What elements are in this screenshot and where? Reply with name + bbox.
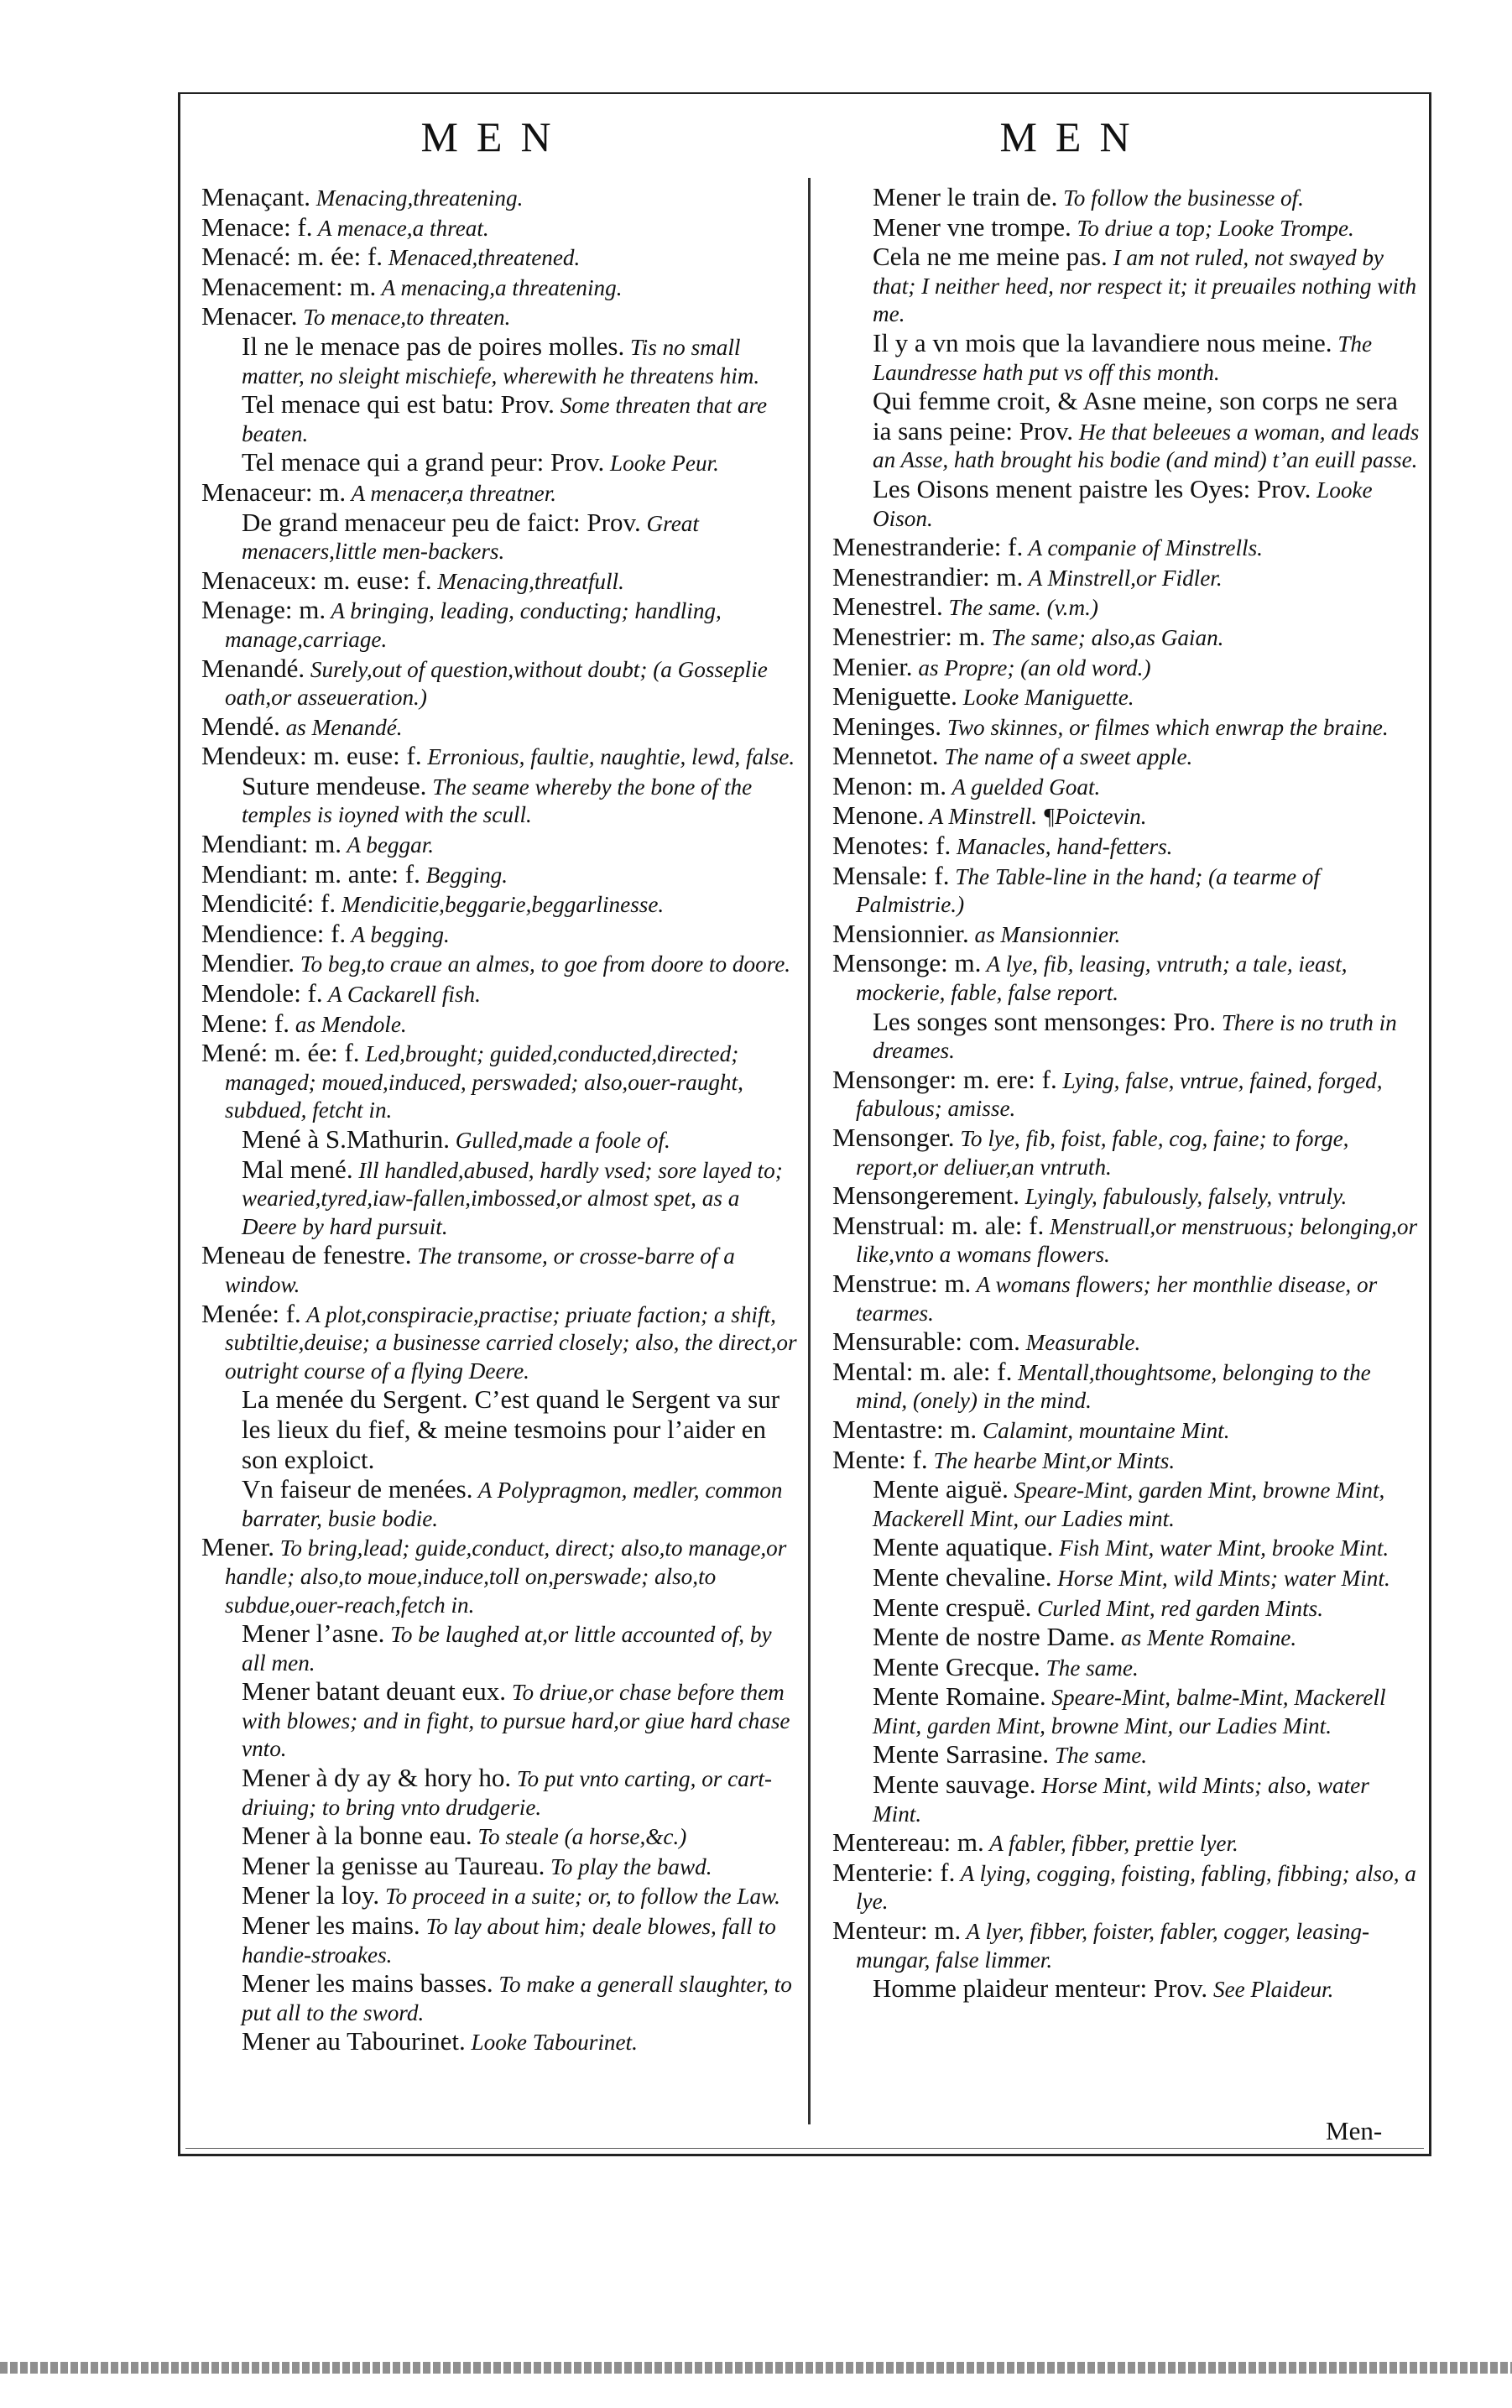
dictionary-entry <box>832 242 1420 329</box>
dictionary-entry <box>832 1269 1420 1327</box>
entry-gloss: To lay about him; deale blowes, fall to handie-stroakes. <box>242 1914 776 1968</box>
entry-headword: Mente sauvage. <box>873 1770 1036 1800</box>
entry-headword: Mendier. <box>201 948 295 978</box>
entry-gloss: A menace,a threat. <box>312 215 489 241</box>
entry-gloss: To lye, fib, foist, fable, cog, faine; to forge, report,or deliuer,an vntruth. <box>856 1126 1349 1180</box>
entry-gloss: Two skinnes, or filmes which enwrap the braine. <box>941 714 1389 740</box>
entry-gloss: To bring,lead; guide,conduct, direct; also,to manage,or handle; also,to moue,induce,toll on,perswade; also,to subdue,ouer-reach,fetch in. <box>225 1535 787 1618</box>
entry-gloss: Measurable. <box>1019 1330 1141 1356</box>
entry-gloss: Ill handled,abused, hardly vsed; sore layed to; wearied,tyred,iaw-fallen,imbossed,or almost spet, as a Deere by hard pursuit. <box>242 1157 783 1239</box>
entry-gloss: A plot,conspiracie,practise; priuate faction; a shift, subtiltie,deuise; a businesse carried closely; also, the direct,or outright course of a flying Deere. <box>225 1301 797 1384</box>
dictionary-entry <box>832 1770 1420 1828</box>
entry-gloss: To be laughed at,or little accounted of, by all men. <box>242 1622 772 1676</box>
entry-headword: Menestrandier: m. <box>832 561 1024 592</box>
entry-headword: De grand menaceur peu de faict: Prov. <box>242 507 641 537</box>
entry-headword: Les Oisons menent paistre les Oyes: Prov. <box>873 473 1311 503</box>
entry-headword: Mennetot. <box>832 741 939 771</box>
dictionary-entry <box>201 1677 797 1764</box>
entry-gloss: Looke Oison. <box>873 477 1373 531</box>
entry-gloss: The Laundresse hath put vs off this month. <box>873 331 1373 385</box>
entry-gloss: Manacles, hand-fetters. <box>951 834 1173 860</box>
dictionary-entry <box>832 1593 1420 1624</box>
dictionary-entry <box>832 653 1420 683</box>
dictionary-entry <box>832 949 1420 1007</box>
entry-headword: Menestranderie: f. <box>832 532 1024 562</box>
entry-headword: Menaceux: m. euse: f. <box>201 565 432 595</box>
entry-headword: Tel menace qui a grand peur: Prov. <box>242 447 605 477</box>
entry-gloss: The hearbe Mint,or Mints. <box>927 1447 1176 1473</box>
entry-headword: Mener la genisse au Taureau. <box>242 1850 545 1880</box>
entry-headword: Menestrier: m. <box>832 621 986 651</box>
entry-headword: Mente: f. <box>832 1444 928 1474</box>
entry-gloss: as Mendole. <box>289 1011 407 1037</box>
dictionary-entry <box>832 1008 1420 1066</box>
entry-headword: Mener l’asne. <box>242 1618 385 1649</box>
dictionary-entry <box>201 508 797 566</box>
entry-gloss: A begging. <box>346 921 450 947</box>
dictionary-entry <box>201 478 797 508</box>
entry-gloss: Menacing,threatfull. <box>431 568 624 594</box>
dictionary-entry <box>201 1822 797 1852</box>
entry-gloss: The name of a sweet apple. <box>938 744 1193 770</box>
entry-headword: Mener batant deuant eux. <box>242 1676 507 1707</box>
entry-headword: Menace: f. <box>201 211 313 242</box>
entry-gloss: A Minstrell. ¶Poictevin. <box>924 804 1147 830</box>
dictionary-entry <box>201 1475 797 1533</box>
entry-gloss: as Propre; (an old word.) <box>912 654 1151 680</box>
dictionary-entry <box>832 1123 1420 1181</box>
entry-gloss: A Minstrell,or Fidler. <box>1023 565 1223 591</box>
entry-gloss: A guelded Goat. <box>946 774 1101 800</box>
entry-headword: Menacé: m. ée: f. <box>201 242 383 272</box>
dictionary-entry <box>832 1212 1420 1269</box>
entry-gloss: The transome, or crosse-barre of a window. <box>225 1243 735 1297</box>
dictionary-entry <box>832 1858 1420 1916</box>
entry-headword: Menage: m. <box>201 595 326 625</box>
dictionary-entry <box>201 830 797 860</box>
entry-headword: Mensonge: m. <box>832 948 982 978</box>
entry-gloss: Begging. <box>420 862 508 888</box>
dictionary-entry <box>201 1911 797 1969</box>
dictionary-entry <box>201 860 797 890</box>
dictionary-entry <box>201 273 797 303</box>
dictionary-entry <box>201 772 797 830</box>
dictionary-entry <box>201 1533 797 1619</box>
entry-gloss: A womans flowers; her monthlie disease, or tearmes. <box>856 1271 1378 1326</box>
entry-headword: Mensonger: m. ere: f. <box>832 1064 1057 1094</box>
dictionary-entry <box>832 1066 1420 1123</box>
entry-headword: Mente Sarrasine. <box>873 1739 1050 1770</box>
entry-headword: Mener les mains basses. <box>242 1968 493 1999</box>
dictionary-entry <box>201 596 797 654</box>
dictionary-entry <box>201 949 797 979</box>
entry-headword: Mener au Tabourinet. <box>242 2026 466 2056</box>
dictionary-entry <box>832 862 1420 920</box>
dictionary-entry <box>201 1039 797 1125</box>
entry-gloss: Curled Mint, red garden Mints. <box>1031 1595 1323 1621</box>
dictionary-entry <box>201 979 797 1009</box>
dictionary-entry <box>201 1764 797 1822</box>
column-divider <box>808 178 811 2124</box>
entry-headword: Menandé. <box>201 653 305 683</box>
entry-headword: Mente de nostre Dame. <box>873 1622 1116 1652</box>
entry-headword: Mendeux: m. euse: f. <box>201 741 422 771</box>
dictionary-entry <box>832 533 1420 563</box>
entry-gloss: To driue a top; Looke Trompe. <box>1071 215 1354 241</box>
entry-gloss: A Cackarell fish. <box>322 982 481 1008</box>
dictionary-entry <box>832 1916 1420 1974</box>
dictionary-entry <box>832 772 1420 802</box>
entry-gloss: Some threaten that are beaten. <box>242 393 768 446</box>
dictionary-entry <box>832 183 1420 213</box>
entry-headword: Mendiant: m. ante: f. <box>201 858 420 889</box>
entry-headword: Menstrual: m. ale: f. <box>832 1210 1045 1240</box>
dictionary-entry <box>832 213 1420 243</box>
entry-gloss: A Polypragmon, medler, common barrater, busie bodie. <box>242 1478 783 1531</box>
entry-gloss: A lying, cogging, foisting, fabling, fibbing; also, a lye. <box>856 1860 1416 1915</box>
dictionary-entry <box>201 1009 797 1040</box>
entry-gloss: Lying, false, vntrue, fained, forged, fabulous; amisse. <box>856 1067 1383 1122</box>
dictionary-entry <box>832 475 1420 533</box>
entry-headword: Mentereau: m. <box>832 1827 984 1858</box>
entry-gloss: as Menandé. <box>279 714 403 740</box>
dictionary-entry <box>201 1300 797 1386</box>
entry-gloss: Menstruall,or menstruous; belonging,or like,vnto a womans flowers. <box>856 1213 1418 1268</box>
dictionary-entry <box>201 1385 797 1475</box>
entry-gloss: A bringing, leading, conducting; handling, manage,carriage. <box>225 598 722 652</box>
entry-gloss: Led,brought; guided,conducted,directed; managed; moued,induced, perswaded; also,ouer-raught, subdued, fetcht in. <box>225 1041 743 1123</box>
entry-headword: Mensonger. <box>832 1123 955 1152</box>
entry-headword: Menaçant. <box>201 183 310 211</box>
entry-headword: Mener à la bonne eau. <box>242 1821 472 1851</box>
entry-headword: Mente Grecque. <box>873 1651 1040 1681</box>
entry-gloss: A companie of Minstrells. <box>1023 535 1263 561</box>
entry-gloss: as Mente Romaine. <box>1115 1625 1297 1651</box>
entry-headword: Mené à S.Mathurin. <box>242 1124 450 1154</box>
dictionary-entry <box>832 1446 1420 1476</box>
entry-headword: Mener le train de. <box>873 183 1058 211</box>
entry-gloss: A lye, fib, leasing, vntruth; a tale, ieast, mockerie, fable, false report. <box>856 951 1348 1006</box>
entry-headword: Menacer. <box>201 301 298 331</box>
entry-gloss: as Mansionnier. <box>968 921 1121 947</box>
dictionary-entry <box>832 1475 1420 1533</box>
entry-gloss: To proceed in a suite; or, to follow the Law. <box>379 1884 780 1910</box>
entry-headword: Mental: m. ale: f. <box>832 1356 1013 1386</box>
dictionary-entry <box>201 1969 797 2027</box>
entry-headword: Mendiant: m. <box>201 829 342 859</box>
dictionary-entry <box>832 1974 1420 2004</box>
entry-gloss: A menacer,a threatner. <box>346 480 557 506</box>
entry-gloss: Calamint, mountaine Mint. <box>977 1417 1230 1443</box>
dictionary-entry <box>832 1415 1420 1446</box>
dictionary-entry <box>201 2027 797 2057</box>
dictionary-entry <box>201 1881 797 1911</box>
dictionary-entry <box>832 387 1420 475</box>
footer-rule <box>0 2362 1512 2374</box>
entry-headword: Mendé. <box>201 711 280 741</box>
entry-headword: Menon: m. <box>832 770 947 800</box>
entry-headword: Mendicité: f. <box>201 889 336 919</box>
entry-gloss: Menaced,threatened. <box>383 245 581 271</box>
entry-gloss: I am not ruled, not swayed by that; I neither heed, nor respect it; it preuailes nothing with me. <box>873 245 1417 327</box>
entry-gloss: The Table-line in the hand; (a tearme of Palmistrie.) <box>856 863 1320 918</box>
dictionary-entry <box>201 920 797 950</box>
right-column <box>832 183 1420 2138</box>
entry-headword: Meneau de fenestre. <box>201 1240 412 1270</box>
entry-gloss: Looke Tabourinet. <box>465 2030 638 2056</box>
dictionary-entry <box>832 1653 1420 1683</box>
entry-headword: Menaceur: m. <box>201 477 347 507</box>
entry-headword: Mente Romaine. <box>873 1681 1046 1712</box>
entry-gloss: To beg,to craue an almes, to goe from doore to doore. <box>295 951 791 977</box>
dictionary-entry <box>201 712 797 743</box>
entry-gloss: There is no truth in dreames. <box>873 1009 1397 1064</box>
entry-headword: Menestrel. <box>832 592 943 622</box>
entry-headword: Mener les mains. <box>242 1910 420 1941</box>
entry-headword: Il y a vn mois que la lavandiere nous meine. <box>873 327 1332 357</box>
entry-headword: Mal mené. <box>242 1154 353 1184</box>
entry-gloss: The same. <box>1049 1743 1148 1769</box>
dictionary-entry <box>201 1125 797 1155</box>
entry-gloss: Mentall,thoughtsome, belonging to the mind, (onely) in the mind. <box>856 1359 1371 1414</box>
entry-headword: Mene: f. <box>201 1008 290 1038</box>
entry-headword: Mensionnier. <box>832 918 969 948</box>
running-head-right: MEN <box>999 113 1149 160</box>
entry-headword: Homme plaideur menteur: Prov. <box>873 1973 1208 2004</box>
entry-headword: Qui femme croit, & Asne meine, son corps ne sera ia sans peine: Prov. <box>873 386 1398 446</box>
dictionary-entry <box>201 390 797 448</box>
entry-headword: Menotes: f. <box>832 831 952 861</box>
dictionary-entry <box>201 213 797 243</box>
entry-headword: Vn faiseur de menées. <box>242 1474 473 1504</box>
entry-headword: Mente aiguë. <box>873 1474 1009 1504</box>
entry-gloss: To put vnto carting, or cart-driuing; to bring vnto drudgerie. <box>242 1766 773 1820</box>
entry-gloss: Lyingly, fabulously, falsely, vntruly. <box>1019 1184 1348 1210</box>
entry-headword: Il ne le menace pas de poires molles. <box>242 331 625 361</box>
entry-headword: Meninges. <box>832 711 942 741</box>
entry-headword: Mensurable: com. <box>832 1326 1020 1357</box>
entry-gloss: The seame whereby the bone of the temples is ioyned with the scull. <box>242 774 753 828</box>
entry-gloss: See Plaideur. <box>1207 1977 1334 2003</box>
dictionary-entry <box>201 654 797 712</box>
entry-headword: Les songes sont mensonges: Pro. <box>873 1006 1217 1036</box>
entry-gloss: Looke Maniguette. <box>957 685 1134 711</box>
dictionary-entry <box>832 831 1420 862</box>
dictionary-entry <box>201 1619 797 1677</box>
running-head-left: MEN <box>420 113 570 160</box>
entry-gloss: To driue,or chase before them with blowes; and in fight, to pursue hard,or giue hard chase vnto. <box>242 1680 790 1762</box>
dictionary-entry <box>201 1155 797 1242</box>
dictionary-entry <box>832 329 1420 387</box>
entry-headword: Mensale: f. <box>832 860 950 890</box>
entry-gloss: The same. (v.m.) <box>942 595 1098 621</box>
entry-headword: Mener à dy ay & hory ho. <box>242 1763 512 1793</box>
entry-headword: Mené: m. ée: f. <box>201 1038 360 1068</box>
dictionary-entry <box>832 592 1420 623</box>
entry-headword: Mensongerement. <box>832 1181 1019 1211</box>
entry-gloss: To make a generall slaughter, to put all to the sword. <box>242 1972 792 2025</box>
dictionary-entry <box>832 563 1420 593</box>
left-column <box>201 183 797 2138</box>
dictionary-entry <box>832 1563 1420 1593</box>
entry-gloss: To follow the businesse of. <box>1057 185 1304 211</box>
dictionary-entry <box>832 1327 1420 1358</box>
dictionary-entry <box>832 742 1420 772</box>
entry-gloss: Looke Peur. <box>604 451 719 477</box>
dictionary-entry <box>201 889 797 920</box>
entry-headword: Mener la loy. <box>242 1880 380 1910</box>
entry-headword: Mendience: f. <box>201 918 347 948</box>
dictionary-entry <box>832 712 1420 743</box>
dictionary-entry <box>832 1181 1420 1212</box>
dictionary-entry <box>832 1740 1420 1770</box>
dictionary-entry <box>832 1358 1420 1415</box>
entry-gloss: Speare-Mint, garden Mint, browne Mint, Mackerell Mint, our Ladies mint. <box>873 1478 1385 1531</box>
dictionary-entry <box>201 742 797 772</box>
entry-headword: La menée du Sergent. C’est quand le Sergent va sur les lieux du fief, & meine tesmoins pour l’aider en son exploict. <box>242 1384 780 1474</box>
entry-headword: Menterie: f. <box>832 1857 956 1887</box>
entry-headword: Menstrue: m. <box>832 1268 972 1298</box>
dictionary-entry <box>832 623 1420 653</box>
entry-gloss: Surely,out of question,without doubt; (a Gosseplie oath,or asseueration.) <box>225 656 768 711</box>
dictionary-entry <box>201 566 797 597</box>
entry-gloss: Great menacers,little men-backers. <box>242 510 699 565</box>
entry-gloss: A beggar. <box>342 832 435 858</box>
dictionary-entry <box>832 1623 1420 1653</box>
dictionary-entry <box>832 1533 1420 1563</box>
entry-gloss: Horse Mint, wild Mints; also, water Mint. <box>873 1773 1369 1827</box>
entry-headword: Menacement: m. <box>201 271 377 301</box>
entry-gloss: A fabler, fibber, prettie lyer. <box>983 1831 1238 1857</box>
dictionary-entry <box>201 302 797 332</box>
entry-headword: Menée: f. <box>201 1298 301 1328</box>
entry-headword: Mendole: f. <box>201 978 323 1009</box>
entry-gloss: A menacing,a threatening. <box>376 274 623 300</box>
dictionary-entry <box>201 183 797 213</box>
entry-gloss: Mendicitie,beggarie,beggarlinesse. <box>336 892 665 918</box>
dictionary-entry <box>201 332 797 390</box>
entry-gloss: Speare-Mint, balme-Mint, Mackerell Mint, garden Mint, browne Mint, our Ladies Mint. <box>873 1685 1386 1738</box>
dictionary-entry <box>201 1241 797 1299</box>
dictionary-entry <box>201 242 797 273</box>
entry-headword: Mentastre: m. <box>832 1414 978 1444</box>
entry-headword: Suture mendeuse. <box>242 770 427 800</box>
entry-gloss: To menace,to threaten. <box>297 305 511 331</box>
entry-headword: Mente chevaline. <box>873 1561 1052 1592</box>
entry-headword: Tel menace qui est batu: Prov. <box>242 389 555 420</box>
entry-gloss: The same; also,as Gaian. <box>985 624 1224 650</box>
dictionary-entry <box>832 920 1420 950</box>
entry-gloss: Horse Mint, wild Mints; water Mint. <box>1051 1565 1390 1591</box>
entry-headword: Menier. <box>832 651 913 681</box>
entry-gloss: The same. <box>1040 1655 1139 1681</box>
dictionary-entry <box>201 448 797 478</box>
dictionary-entry <box>832 682 1420 712</box>
entry-gloss: Gulled,made a foole of. <box>449 1128 670 1153</box>
dictionary-entry <box>832 801 1420 831</box>
dictionary-entry <box>832 1828 1420 1858</box>
entry-headword: Mente crespuë. <box>873 1592 1032 1622</box>
entry-gloss: To play the bawd. <box>545 1853 712 1879</box>
entry-headword: Mener vne trompe. <box>873 211 1071 242</box>
entry-gloss: Erronious, faultie, naughtie, lewd, false. <box>421 744 795 770</box>
entry-gloss: Fish Mint, water Mint, brooke Mint. <box>1053 1535 1389 1561</box>
entry-gloss: He that beleeues a woman, and leads an Asse, hath brought his bodie (and mind) t’an euill passe. <box>873 419 1420 473</box>
entry-gloss: To steale (a horse,&c.) <box>472 1824 687 1850</box>
dictionary-entry <box>201 1852 797 1882</box>
entry-headword: Cela ne me meine pas. <box>873 242 1108 272</box>
entry-headword: Mener. <box>201 1532 274 1562</box>
catchword: Men- <box>1326 2116 1383 2145</box>
entry-gloss: Tis no small matter, no sleight mischiefe, wherewith he threatens him. <box>242 334 760 388</box>
entry-gloss: A lyer, fibber, foister, fabler, cogger, leasing-mungar, false limmer. <box>856 1919 1370 1973</box>
entry-headword: Menone. <box>832 800 925 831</box>
dictionary-entry <box>832 1682 1420 1740</box>
entry-headword: Meniguette. <box>832 681 957 711</box>
entry-headword: Menteur: m. <box>832 1915 962 1946</box>
entry-gloss: Menacing,threatening. <box>310 185 524 211</box>
entry-headword: Mente aquatique. <box>873 1532 1054 1562</box>
